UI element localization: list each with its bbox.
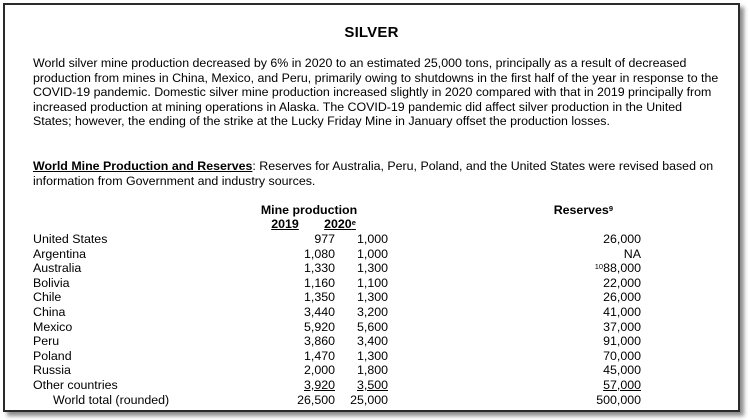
table-row: [33, 290, 723, 305]
country-cell: United States: [33, 232, 108, 246]
section-paragraph: [33, 159, 723, 188]
reserves-cell: [603, 290, 641, 305]
reserves-cell: [624, 247, 641, 262]
country-cell: China: [33, 304, 66, 319]
production-2019-cell: 977: [314, 232, 335, 246]
reserves-cell: [603, 349, 641, 364]
production-2020-cell: 1,300: [356, 290, 388, 305]
section-heading-colon: :: [252, 159, 256, 173]
reserves-cell: [603, 232, 641, 247]
production-table: [33, 232, 723, 407]
production-2019-cell: 1,470: [303, 348, 335, 363]
reserves-value: NA: [623, 246, 641, 261]
year-2020-header: [320, 217, 360, 231]
production-2019-cell: 1,080: [303, 246, 335, 261]
table-row: [33, 349, 723, 364]
mine-production-header: Mine production: [260, 203, 358, 217]
production-2019-cell: 1,350: [303, 290, 335, 305]
production-2020-cell: 3,500: [356, 377, 388, 392]
production-2020-cell: 1,300: [356, 348, 388, 363]
table-row: [33, 363, 723, 378]
production-2020-cell: 1,800: [356, 363, 388, 378]
table-row: [33, 261, 723, 276]
production-2019-cell: 1,330: [303, 261, 335, 276]
production-2019-cell: 3,920: [303, 377, 335, 392]
total-reserves-cell: 500,000: [596, 392, 641, 407]
production-2019-cell: 2,000: [303, 363, 335, 378]
country-cell: Poland: [33, 348, 72, 363]
table-row: [33, 320, 723, 335]
reserves-value: 22,000: [603, 275, 641, 290]
reserves-cell: [603, 320, 641, 335]
reserves-value: 88,000: [603, 261, 641, 276]
year-2019-header: 2019: [271, 217, 299, 231]
table-row: [33, 232, 723, 247]
table-row: [33, 305, 723, 320]
table-row: [33, 276, 723, 291]
section-heading: World Mine Production and Reserves: [33, 159, 253, 173]
reserves-value: 41,000: [603, 304, 641, 319]
country-cell: Other countries: [33, 377, 118, 392]
reserves-label: Reserves: [553, 203, 609, 217]
reserves-value: 26,000: [603, 232, 641, 246]
production-2019-cell: 1,160: [303, 275, 335, 290]
reserves-value: 91,000: [603, 334, 641, 349]
total-2019-cell: 26,500: [297, 392, 335, 407]
reserves-cell: [595, 261, 641, 276]
production-2020-cell: 1,100: [356, 275, 388, 290]
production-2020-cell: 3,200: [356, 304, 388, 319]
country-cell: Chile: [33, 290, 62, 305]
table-row: [33, 334, 723, 349]
year-2020-label: 2020: [324, 217, 352, 231]
total-2020-cell: 25,000: [350, 392, 388, 407]
reserves-cell: [603, 363, 641, 378]
country-cell: Mexico: [33, 319, 73, 334]
production-2020-cell: 3,400: [356, 334, 388, 349]
production-2019-cell: 3,860: [303, 334, 335, 349]
intro-paragraph: World silver mine production decreased by 6% in 2020 to an estimated 25,000 tons, principally as a result of decreased production from mines in China, Mexico, and Peru, primarily owing to shutdowns in the first half of the year in response to the COVID-19 pandemic. Domestic silver mine production increased slightly in 2020 compared with that in 2019 principally from increased production at mining operations in Alaska. The COVID-19 pandemic did affect silver production in the United States; however, the ending of the strike at the Lucky Friday Mine in January offset the production losses.: [33, 56, 719, 129]
reserves-value: 26,000: [603, 290, 641, 305]
reserves-cell: [603, 334, 641, 349]
country-cell: Argentina: [33, 246, 87, 261]
production-2019-cell: 3,440: [303, 304, 335, 319]
production-2020-cell: 1,000: [356, 246, 388, 261]
reserves-cell: [603, 276, 641, 291]
reserves-cell: [603, 378, 641, 393]
total-row: [33, 393, 723, 408]
country-cell: Peru: [33, 334, 60, 349]
reserves-superscript: 9: [608, 204, 613, 213]
document-page: [3, 3, 740, 412]
country-cell: Russia: [33, 363, 71, 378]
reserves-cell: [603, 305, 641, 320]
country-cell: Bolivia: [33, 275, 70, 290]
reserves-value: 45,000: [603, 363, 641, 378]
reserves-value: 37,000: [603, 319, 641, 334]
page-title: SILVER: [344, 24, 399, 41]
production-2020-cell: 1,300: [356, 261, 388, 276]
reserves-note-superscript: 10: [594, 262, 604, 272]
table-row: [33, 247, 723, 262]
production-2020-cell: 5,600: [356, 319, 388, 334]
reserves-value: 57,000: [603, 377, 641, 392]
reserves-header: [535, 203, 613, 217]
production-2020-cell: 1,000: [356, 232, 388, 246]
country-cell: Australia: [33, 261, 82, 276]
section-text: Reserves for Australia, Peru, Poland, and the United States were revised based on information from Government and industry sources.: [33, 159, 714, 188]
total-label-cell: World total (rounded): [53, 392, 170, 407]
table-row: [33, 378, 723, 393]
estimate-superscript: e: [351, 218, 356, 227]
reserves-value: 70,000: [603, 348, 641, 363]
production-2019-cell: 5,920: [303, 319, 335, 334]
